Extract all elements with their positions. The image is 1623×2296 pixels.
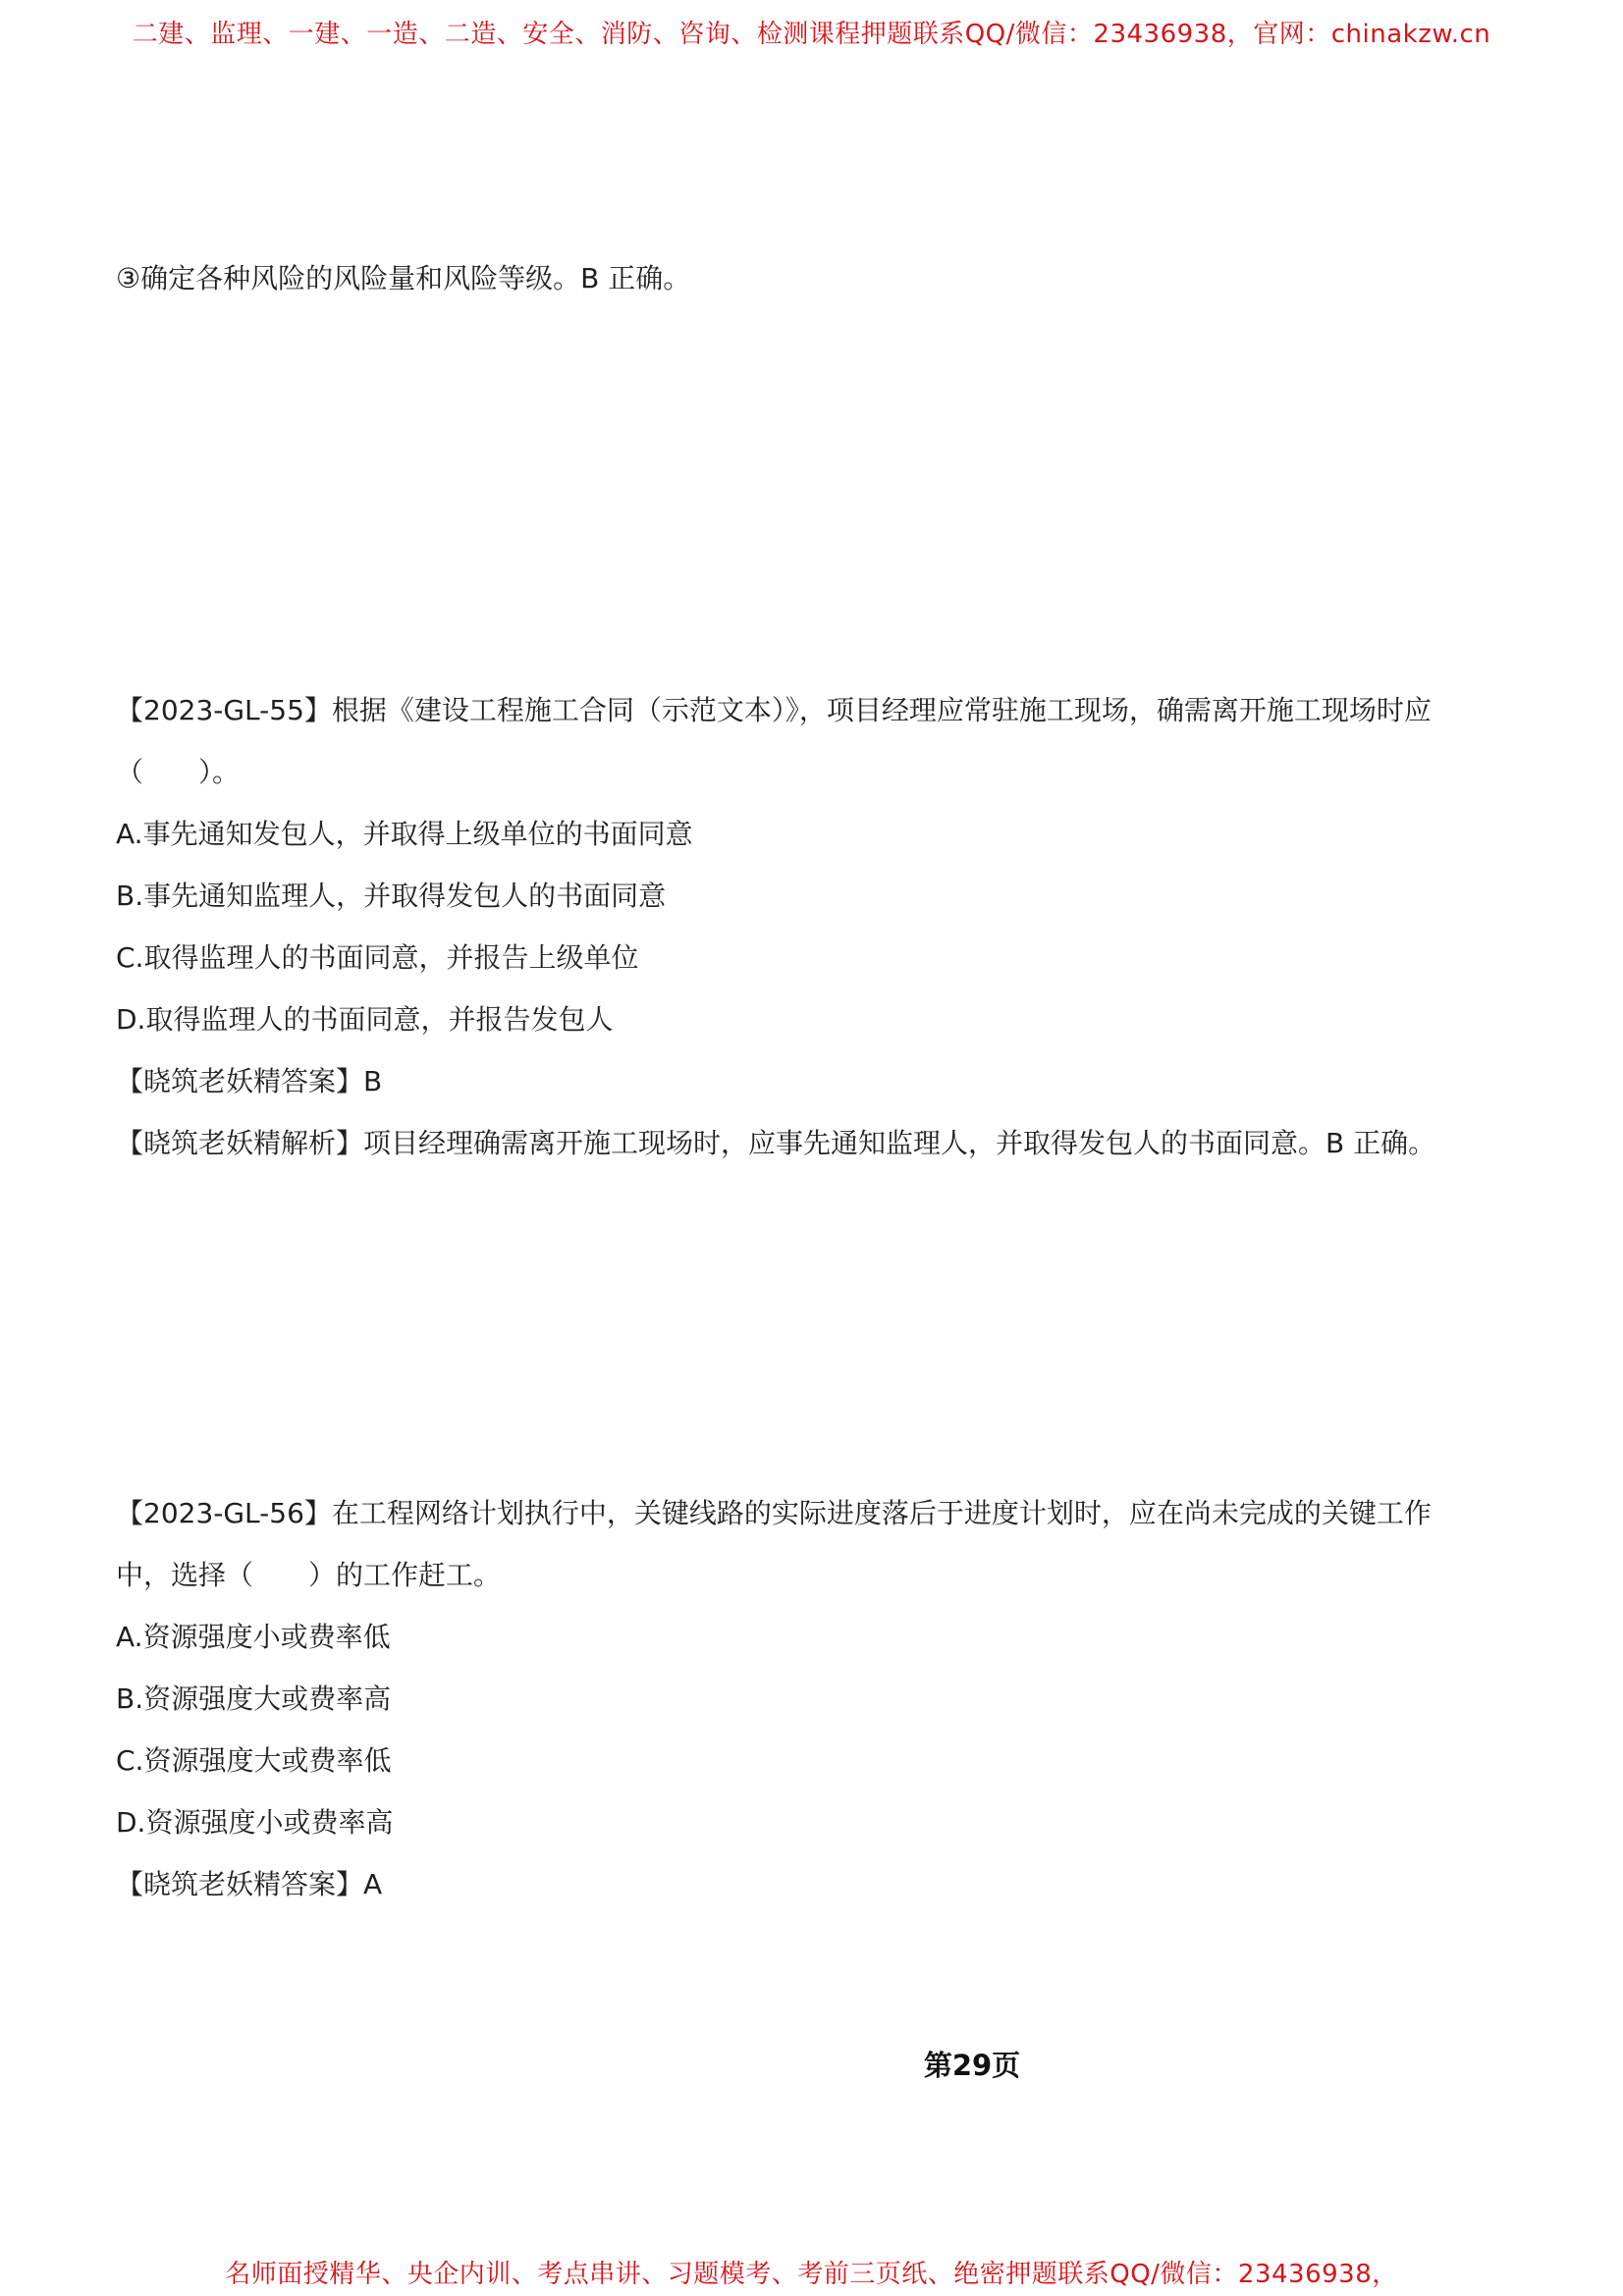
- question-stem-line: 【2023-GL-56】在工程网络计划执行中，关键线路的实际进度落后于进度计划时，应在尚未完成的关键工作: [116, 1497, 1432, 1529]
- previous-explanation-tail: ③确定各种风险的风险量和风险等级。B 正确。: [116, 262, 691, 294]
- option-b: B.事先通知监理人，并取得发包人的书面同意: [116, 880, 667, 912]
- option-d: D.资源强度小或费率高: [116, 1806, 394, 1839]
- option-a: A.事先通知发包人，并取得上级单位的书面同意: [116, 818, 693, 850]
- option-c: C.资源强度大或费率低: [116, 1744, 392, 1777]
- answer-line: 【晓筑老妖精答案】A: [116, 1868, 383, 1900]
- option-d: D.取得监理人的书面同意，并报告发包人: [116, 1003, 614, 1036]
- answer-line: 【晓筑老妖精答案】B: [116, 1065, 383, 1097]
- header-banner: 二建、监理、一建、一造、二造、安全、消防、咨询、检测课程押题联系QQ/微信：23436938，官网：chinakzw.cn: [132, 20, 1491, 49]
- question-stem-line: 中，选择（ ）的工作赶工。: [116, 1559, 502, 1591]
- footer-banner: 名师面授精华、央企内训、考点串讲、习题模考、考前三页纸、绝密押题联系QQ/微信：23436938，: [225, 2260, 1398, 2289]
- explanation-line: 【晓筑老妖精解析】项目经理确需离开施工现场时，应事先通知监理人，并取得发包人的书面同意。B 正确。: [116, 1127, 1436, 1159]
- option-a: A.资源强度小或费率低: [116, 1621, 391, 1653]
- question-stem-line: （ ）。: [116, 756, 241, 788]
- option-c: C.取得监理人的书面同意，并报告上级单位: [116, 941, 639, 974]
- page-number: 第29页: [923, 2049, 1021, 2082]
- option-b: B.资源强度大或费率高: [116, 1682, 392, 1715]
- question-stem-line: 【2023-GL-55】根据《建设工程施工合同（示范文本）》，项目经理应常驻施工现场，确需离开施工现场时应: [116, 694, 1432, 726]
